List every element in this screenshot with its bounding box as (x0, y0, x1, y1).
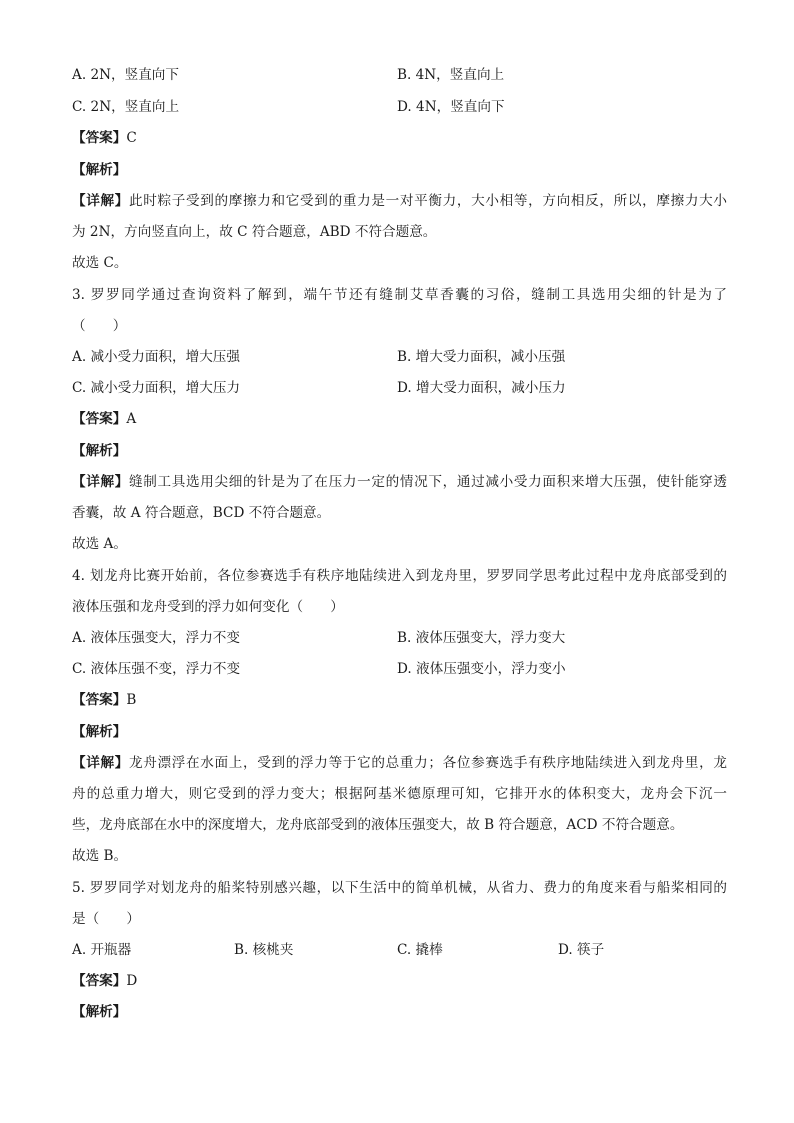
q3-option-c: C. 减小受力面积，增大压力 (72, 380, 241, 396)
q3-detail-line-1: 【详解】缝制工具选用尖细的针是为了在压力一定的情况下，通过减小受力面积来增大压强，使针能穿透 (72, 474, 727, 490)
q5-stem-line-2: 是（ ） (72, 911, 140, 927)
q3-option-b: B. 增大受力面积，减小压强 (397, 349, 566, 365)
q3-option-a: A. 减小受力面积，增大压强 (72, 349, 240, 365)
answer-tag: 【答案】 (72, 692, 127, 708)
q4-answer (72, 691, 136, 709)
answer-value: C (126, 130, 137, 146)
answer-tag: 【答案】 (72, 411, 127, 427)
q4-option-d: D. 液体压强变小，浮力变小 (397, 661, 566, 677)
q3-stem-line-2: （ ） (72, 318, 127, 334)
q2-conclusion: 故选 C。 (72, 255, 128, 271)
q4-option-a: A. 液体压强变大，浮力不变 (72, 630, 240, 646)
answer-value: B (126, 692, 137, 708)
answer-tag: 【答案】 (72, 130, 127, 146)
q2-option-c: C. 2N，竖直向上 (72, 99, 180, 115)
q5-option-a: A. 开瓶器 (72, 942, 132, 958)
q3-conclusion: 故选 A。 (72, 536, 127, 552)
q2-analysis-tag: 【解析】 (72, 162, 127, 178)
q3-analysis-tag: 【解析】 (72, 443, 127, 459)
q5-stem-line-1: 5. 罗罗同学对划龙舟的船桨特别感兴趣，以下生活中的简单机械，从省力、费力的角度来看与船桨相同的 (72, 880, 727, 896)
q5-option-c: C. 撬棒 (397, 942, 443, 958)
q3-option-d: D. 增大受力面积，减小压力 (397, 380, 566, 396)
q5-answer (72, 972, 137, 990)
answer-tag: 【答案】 (72, 973, 127, 989)
q4-option-c: C. 液体压强不变，浮力不变 (72, 661, 241, 677)
detail-tag: 【详解】 (72, 755, 130, 771)
q4-stem-line-2: 液体压强和龙舟受到的浮力如何变化（ ） (72, 599, 344, 615)
q3-stem-line-1: 3. 罗罗同学通过查询资料了解到，端午节还有缝制艾草香囊的习俗，缝制工具选用尖细的针是为了 (72, 287, 727, 303)
q5-option-d: D. 筷子 (558, 942, 605, 958)
detail-tag: 【详解】 (72, 474, 130, 490)
q4-option-b: B. 液体压强变大，浮力变大 (397, 630, 566, 646)
q3-answer (72, 410, 136, 428)
q5-analysis-tag: 【解析】 (72, 1004, 127, 1020)
detail-tag: 【详解】 (72, 193, 130, 209)
q2-option-b: B. 4N，竖直向上 (397, 67, 505, 83)
q4-stem-line-1: 4. 划龙舟比赛开始前，各位参赛选手有秩序地陆续进入到龙舟里，罗罗同学思考此过程中龙舟底部受到的 (72, 568, 727, 584)
q2-detail-line-1: 【详解】此时粽子受到的摩擦力和它受到的重力是一对平衡力，大小相等，方向相反，所以，摩擦力大小 (72, 193, 727, 209)
q2-option-d: D. 4N，竖直向下 (397, 99, 505, 115)
q2-option-a: A. 2N，竖直向下 (72, 67, 179, 83)
q4-conclusion: 故选 B。 (72, 848, 128, 864)
q4-detail-line-2: 舟的总重力增大，则它受到的浮力变大；根据阿基米德原理可知，它排开水的体积变大，龙舟会下沉一 (72, 786, 727, 802)
q2-answer (72, 129, 137, 147)
q4-analysis-tag: 【解析】 (72, 724, 127, 740)
q4-detail-line-1: 【详解】龙舟漂浮在水面上，受到的浮力等于它的总重力；各位参赛选手有秩序地陆续进入到龙舟里，龙 (72, 755, 727, 771)
q2-detail-line-2: 为 2N，方向竖直向上，故 C 符合题意，ABD 不符合题意。 (72, 224, 437, 240)
q4-detail-line-3: 些，龙舟底部在水中的深度增大，龙舟底部受到的液体压强变大，故 B 符合题意，ACD 不符合题意。 (72, 817, 684, 833)
answer-value: D (126, 973, 138, 989)
q3-detail-line-2: 香囊，故 A 符合题意，BCD 不符合题意。 (72, 505, 331, 521)
answer-value: A (126, 411, 137, 427)
q5-option-b: B. 核桃夹 (234, 942, 294, 958)
